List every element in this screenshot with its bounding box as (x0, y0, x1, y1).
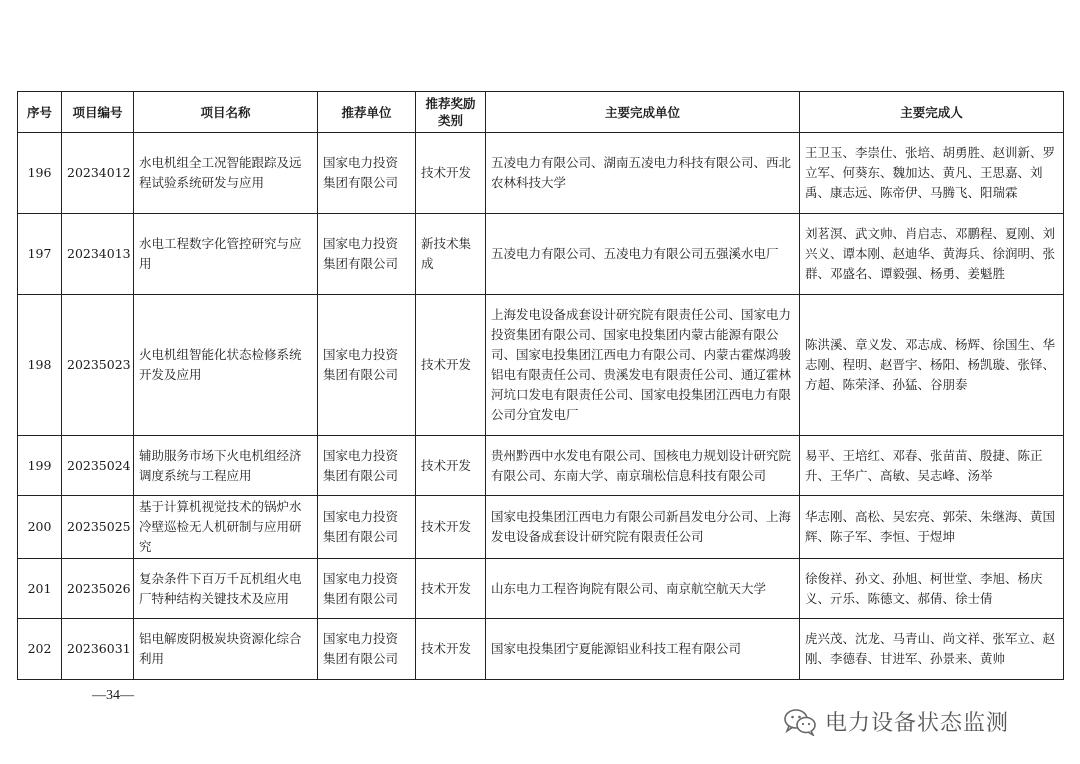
cell-category: 技术开发 (416, 133, 486, 214)
cell-name: 复杂条件下百万千瓦机组火电厂特种结构关键技术及应用 (134, 559, 318, 619)
table-header-row (18, 92, 1064, 133)
award-table (17, 91, 1064, 680)
cell-seq: 198 (18, 295, 62, 436)
cell-recommender: 国家电力投资集团有限公司 (318, 214, 416, 295)
cell-people: 华志刚、高松、吴宏亮、郭荣、朱继海、黄国辉、陈子军、李恒、于煜坤 (800, 496, 1064, 559)
cell-code: 20234012 (62, 133, 134, 214)
cell-seq: 201 (18, 559, 62, 619)
header-people: 主要完成人 (800, 92, 1064, 133)
table-row (18, 133, 1064, 214)
cell-seq: 200 (18, 496, 62, 559)
cell-category: 技术开发 (416, 559, 486, 619)
cell-recommender: 国家电力投资集团有限公司 (318, 619, 416, 680)
table-row (18, 559, 1064, 619)
table-row (18, 496, 1064, 559)
cell-name: 水电工程数字化管控研究与应用 (134, 214, 318, 295)
watermark-text: 电力设备状态监测 (825, 711, 1010, 736)
cell-code: 20235025 (62, 496, 134, 559)
cell-recommender: 国家电力投资集团有限公司 (318, 436, 416, 496)
header-recommender: 推荐单位 (318, 92, 416, 133)
cell-category: 技术开发 (416, 496, 486, 559)
page-number: —34— (92, 688, 134, 703)
cell-people: 王卫玉、李崇仕、张培、胡勇胜、赵训新、罗立军、何葵东、魏加达、黄凡、王思嘉、刘禹、康志远、陈帝伊、马腾飞、阳瑞霖 (800, 133, 1064, 214)
header-category: 推荐奖励类别 (416, 92, 486, 133)
cell-code: 20236031 (62, 619, 134, 680)
cell-units: 五凌电力有限公司、五凌电力有限公司五强溪水电厂 (486, 214, 800, 295)
header-code: 项目编号 (62, 92, 134, 133)
cell-category: 技术开发 (416, 295, 486, 436)
cell-people: 易平、王培红、邓春、张苗苗、殷捷、陈正升、王华广、高敏、吴志峰、汤举 (800, 436, 1064, 496)
table-row (18, 619, 1064, 680)
wechat-icon (783, 708, 817, 736)
cell-code: 20235023 (62, 295, 134, 436)
table-row (18, 214, 1064, 295)
header-units: 主要完成单位 (486, 92, 800, 133)
cell-code: 20234013 (62, 214, 134, 295)
cell-name: 辅助服务市场下火电机组经济调度系统与工程应用 (134, 436, 318, 496)
cell-name: 水电机组全工况智能跟踪及远程试验系统研发与应用 (134, 133, 318, 214)
table-row (18, 436, 1064, 496)
cell-code: 20235026 (62, 559, 134, 619)
cell-units: 山东电力工程咨询院有限公司、南京航空航天大学 (486, 559, 800, 619)
cell-category: 技术开发 (416, 619, 486, 680)
cell-name: 火电机组智能化状态检修系统开发及应用 (134, 295, 318, 436)
cell-recommender: 国家电力投资集团有限公司 (318, 295, 416, 436)
cell-name: 铝电解废阴极炭块资源化综合利用 (134, 619, 318, 680)
cell-units: 贵州黔西中水发电有限公司、国核电力规划设计研究院有限公司、东南大学、南京瑞松信息科技有限公司 (486, 436, 800, 496)
table-row (18, 295, 1064, 436)
cell-seq: 199 (18, 436, 62, 496)
cell-people: 徐俊祥、孙文、孙旭、柯世堂、李旭、杨庆义、亓乐、陈德文、郝倩、徐士倩 (800, 559, 1064, 619)
cell-name: 基于计算机视觉技术的锅炉水冷壁巡检无人机研制与应用研究 (134, 496, 318, 559)
header-seq: 序号 (18, 92, 62, 133)
cell-recommender: 国家电力投资集团有限公司 (318, 496, 416, 559)
cell-code: 20235024 (62, 436, 134, 496)
cell-category: 技术开发 (416, 436, 486, 496)
cell-people: 虎兴茂、沈龙、马青山、尚文祥、张军立、赵刚、李德春、甘进军、孙景来、黄帅 (800, 619, 1064, 680)
cell-units: 五凌电力有限公司、湖南五凌电力科技有限公司、西北农林科技大学 (486, 133, 800, 214)
cell-recommender: 国家电力投资集团有限公司 (318, 133, 416, 214)
cell-category: 新技术集成 (416, 214, 486, 295)
cell-seq: 196 (18, 133, 62, 214)
cell-people: 陈洪溪、章义发、邓志成、杨辉、徐国生、华志刚、程明、赵晋宇、杨阳、杨凯璇、张铎、方超、陈荣泽、孙猛、谷朋泰 (800, 295, 1064, 436)
cell-recommender: 国家电力投资集团有限公司 (318, 559, 416, 619)
cell-people: 刘茗溟、武文帅、肖启志、邓鹏程、夏刚、刘兴义、谭本刚、赵迪华、黄海兵、徐润明、张群、邓盛名、谭毅强、杨勇、姜魁胜 (800, 214, 1064, 295)
cell-units: 国家电投集团江西电力有限公司新昌发电分公司、上海发电设备成套设计研究院有限责任公司 (486, 496, 800, 559)
cell-seq: 197 (18, 214, 62, 295)
watermark (783, 706, 1009, 737)
cell-units: 国家电投集团宁夏能源铝业科技工程有限公司 (486, 619, 800, 680)
cell-units: 上海发电设备成套设计研究院有限责任公司、国家电力投资集团有限公司、国家电投集团内蒙古能源有限公司、国家电投集团江西电力有限公司、内蒙古霍煤鸿骏铝电有限责任公司、贵溪发电有限责任公司、通辽霍林河坑口发电有限责任公司、国家电投集团江西电力有限公司分宜发电厂 (486, 295, 800, 436)
cell-seq: 202 (18, 619, 62, 680)
header-name: 项目名称 (134, 92, 318, 133)
